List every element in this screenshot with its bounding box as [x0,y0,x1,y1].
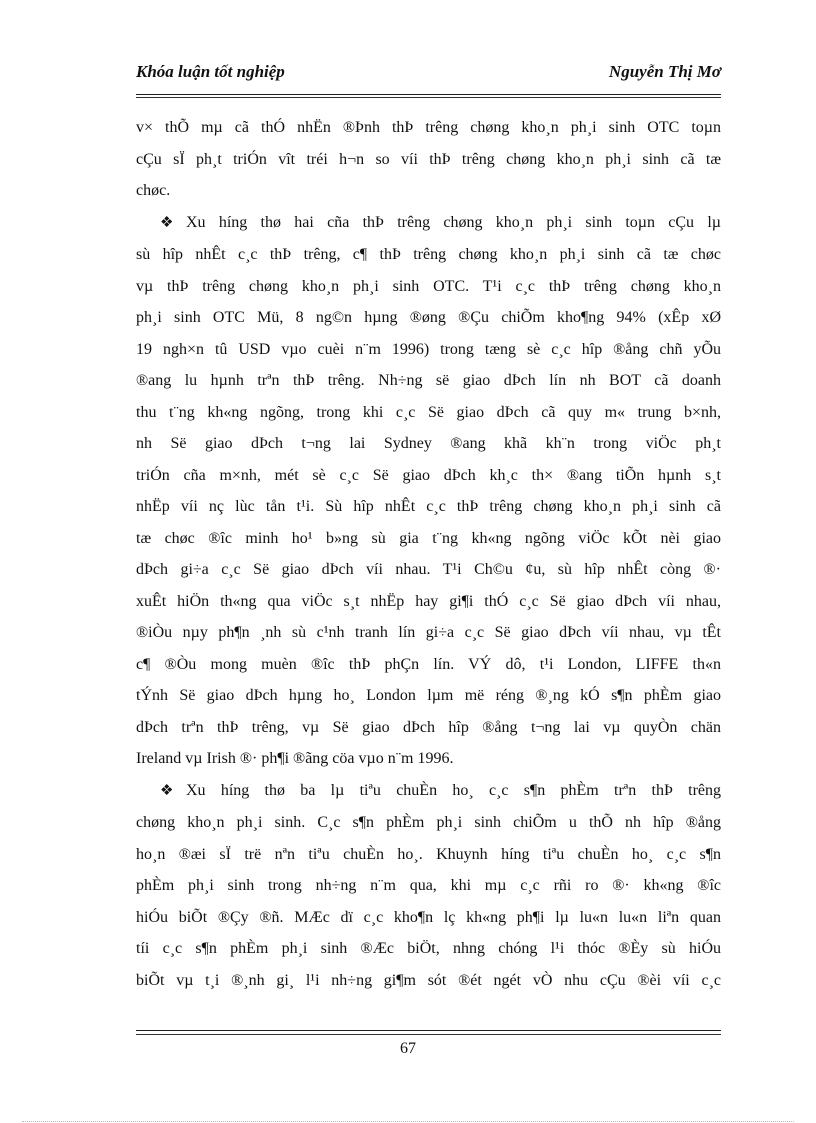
text-line [136,334,721,366]
footer-rule [136,1030,721,1031]
body-text [136,112,721,996]
text-line-content: hiÓu biÕt ®Çy ®ñ. MÆc dï c¸c kho¶n lç kh«ng ph¶i lµ lu«n lu«n liªn quan [136,908,721,926]
text-line-content: ho¸n ®æi sÏ trë nªn tiªu chuÈn ho¸. Khuynh híng tiªu chuÈn ho¸ c¸c s¶n [136,845,721,863]
page-header [136,62,721,90]
text-line [136,902,721,934]
text-line [136,712,721,744]
header-rule-thin [136,97,721,98]
text-line [136,491,721,523]
text-line-content: xuÊt hiÖn th«ng qua viÖc s¸t nhËp hay gi¶i thÓ c¸c Së giao dÞch víi nhau, [136,592,721,610]
text-line-content: sù hîp nhÊt c¸c thÞ trêng, c¶ thÞ trêng chøng kho¸n ph¸i sinh cã tæ chøc [136,246,721,263]
text-line [136,649,721,681]
text-line-content: cÇu sÏ ph¸t triÓn vît tréi h¬n so víi thÞ trêng chøng kho¸n ph¸i sinh cã tæ [136,150,721,168]
text-line [136,271,721,303]
text-line-content: Xu híng thø hai cña thÞ trêng chøng kho¸n ph¸i sinh toµn cÇu lµ [186,213,721,231]
text-line-content: chøng kho¸n ph¸i sinh. C¸c s¶n phÈm ph¸i sinh chiÕm u thÕ nh hîp ®ång [136,814,721,831]
text-line-content: nh Së giao dÞch t¬ng lai Sydney ®ang khã kh¨n trong viÖc ph¸t [136,435,721,452]
text-line [136,144,721,176]
text-line [136,680,721,712]
bullet-icon: ❖ [160,782,174,799]
text-line [136,397,721,429]
text-line [136,302,721,334]
text-line [136,617,721,649]
text-line-content: thu t¨ng kh«ng ngõng, trong khi c¸c Së giao dÞch cã quy m« trung b×nh, [136,403,721,421]
header-title: Khóa luận tốt nghiệp [136,62,285,81]
text-line-content: nhËp víi nç lùc tån t¹i. Sù hîp nhÊt c¸c thÞ trêng chøng kho¸n ph¸i sinh cã [136,498,721,515]
text-line [136,743,721,775]
text-line-content: 19 ngh×n tû USD vµo cuèi n¨m 1996) trong tæng sè c¸c hîp ®ång chñ yÕu [136,340,721,358]
header-rule [136,94,721,95]
text-line [136,112,721,144]
text-line-content: ®iÒu nµy ph¶n ¸nh sù c¹nh tranh lín gi÷a c¸c Së giao dÞch víi nhau, vµ tÊt [136,624,721,641]
text-line [136,839,721,871]
text-line [136,933,721,965]
text-line-content: c¶ ®Òu mong muèn ®îc thÞ phÇn lín. VÝ dô, t¹i London, LIFFE th«n [136,655,721,673]
footer-rule-thin [136,1034,721,1035]
text-line-content: dÞch trªn thÞ trêng, vµ Së giao dÞch hîp ®ång t¬ng lai vµ quyÒn chän [136,718,721,736]
text-line [136,870,721,902]
text-line [136,175,721,207]
text-line [136,775,721,808]
text-line [136,428,721,460]
text-line-content: chøc. [136,182,171,199]
text-line-content: biÕt vµ t¸i ®¸nh gi¸ l¹i nh÷ng gi¶m sót ®ét ngét vÒ nhu cÇu ®èi víi c¸c [136,971,721,989]
text-line-content: ph¸i sinh OTC Mü, 8 ng©n hµng ®øng ®Çu chiÕm kho¶ng 94% (xÊp xØ [136,309,721,326]
text-line-content: v× thÕ mµ cã thÓ nhËn ®Þnh thÞ trêng chøng kho¸n ph¸i sinh OTC toµn [136,119,721,136]
text-line [136,965,721,997]
text-line-content: phÈm ph¸i sinh trong nh÷ng n¨m qua, khi mµ c¸c rñi ro ®· kh«ng ®îc [136,877,721,894]
text-line-content: triÓn cña m×nh, mét sè c¸c Së giao dÞch kh¸c th× ®ang tiÕn hµnh s¸t [136,466,721,484]
text-line [136,365,721,397]
text-line-content: Xu híng thø ba lµ tiªu chuÈn ho¸ c¸c s¶n phÈm trªn thÞ trêng [186,781,721,799]
text-line [136,207,721,240]
text-line-content: dÞch gi÷a c¸c Së giao dÞch víi nhau. T¹i Ch©u ¢u, sù hîp nhÊt còng ®· [136,561,721,578]
text-line [136,807,721,839]
page-number: 67 [400,1040,416,1057]
text-line-content: tæ chøc ®îc minh ho¹ b»ng sù gia t¨ng kh«ng ngõng viÖc kÕt nèi giao [136,529,721,547]
text-line [136,523,721,555]
text-line-content: vµ thÞ trêng chøng kho¸n ph¸i sinh OTC. T¹i c¸c thÞ trêng chøng kho¸n [136,277,721,295]
page-border-dots [22,1121,794,1122]
text-line-content: tÝnh Së giao dÞch hµng ho¸ London lµm më réng ®¸ng kÓ s¶n phÈm giao [136,687,721,704]
text-line [136,460,721,492]
header-author: Nguyễn Thị Mơ [608,62,721,81]
bullet-icon: ❖ [160,214,174,231]
text-line-content: tíi c¸c s¶n phÈm ph¸i sinh ®Æc biÖt, nhng chóng l¹i thóc ®Èy sù hiÓu [136,940,721,957]
text-line [136,239,721,271]
text-line-content: ®ang lu hµnh trªn thÞ trêng. Nh÷ng së giao dÞch lín nh BOT cã doanh [136,372,721,389]
text-line [136,586,721,618]
text-line-content: Ireland vµ Irish ®· ph¶i ®ãng cöa vµo n¨m 1996. [136,750,454,767]
text-line [136,554,721,586]
